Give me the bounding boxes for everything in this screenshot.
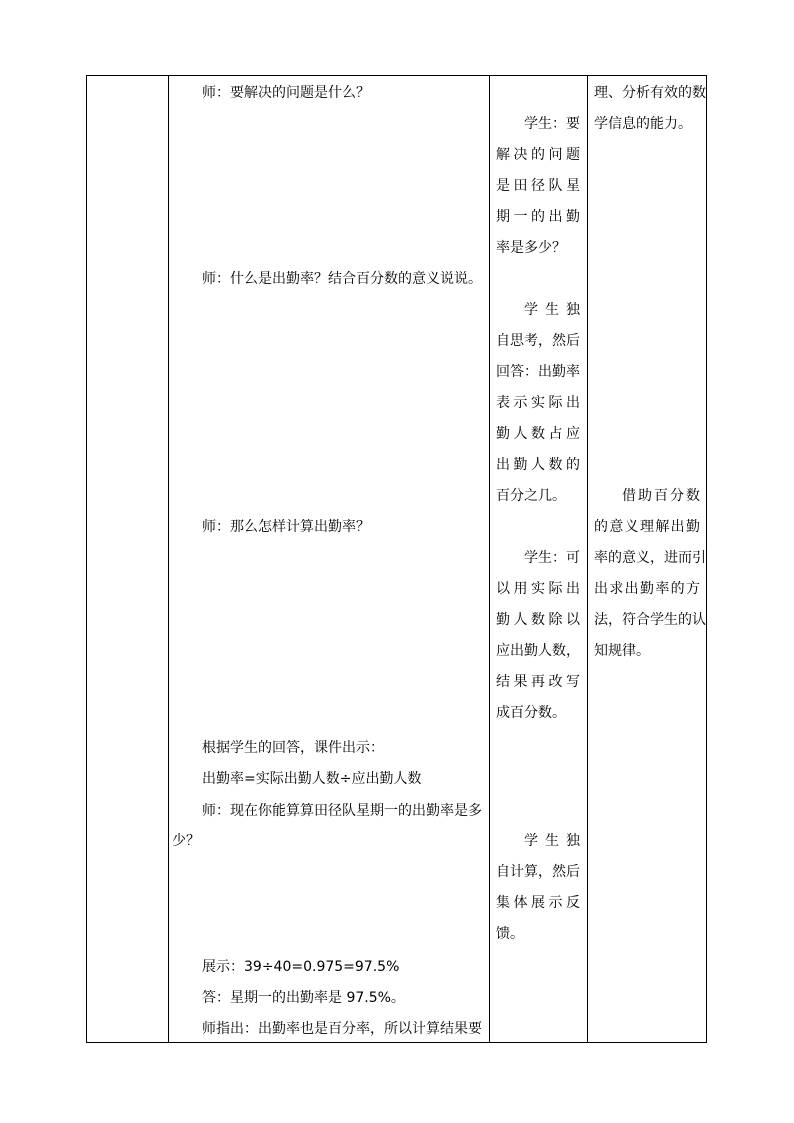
text-char: 出 [496,457,510,473]
text-char: 田 [513,178,528,194]
text-char: 用 [513,581,528,597]
text-char: 再 [531,674,545,690]
student-answer-2-line [496,419,580,450]
design-intent-line: 理、分析有效的数 [594,85,706,101]
teacher-question-4-cont: 少？ [172,833,200,849]
student-answer-2-line: 百分之几。 [496,488,566,504]
text-char: 勤 [639,581,654,597]
text-char: 分 [670,488,684,504]
show-calculation: 展示：39÷40=0.975=97.5% [202,959,400,975]
text-char: 的 [594,519,608,535]
text-char: 体 [513,895,528,911]
text-char: 的 [670,581,685,597]
text-char: 借 [622,488,636,504]
text-char: 独 [566,302,580,318]
text-char: 星 [566,178,580,194]
text-char: 实 [531,581,545,597]
student-answer-3-line: 应出勤人数， [496,643,580,659]
text-char: 可 [566,550,580,566]
text-char: 除 [548,612,563,628]
text-char: 实 [531,395,545,411]
student-answer-3-line [496,667,580,698]
column-divider [587,75,588,1043]
student-answer-3-line: 成百分数。 [496,705,566,721]
text-char: 出 [566,581,580,597]
text-char: 出 [594,581,608,597]
text-char: 勤 [566,209,580,225]
text-char: 问 [548,147,563,163]
text-char: 际 [548,581,563,597]
text-char: 示 [513,395,528,411]
student-answer-4-line [524,826,580,857]
text-char: 示 [548,895,563,911]
teacher-question-1: 师：要解决的问题是什么？ [202,85,370,101]
text-char: 人 [531,457,545,473]
text-char: 求 [609,581,624,597]
teacher-question-4: 师：现在你能算算田径队星期一的出勤率是多 [202,803,482,819]
text-char: 出 [566,395,580,411]
text-char: 数 [686,488,700,504]
text-char: 百 [654,488,668,504]
text-char: 的 [531,147,545,163]
column-divider [489,75,490,1043]
text-char: 数 [531,612,545,628]
text-char: 人 [513,612,528,628]
design-intent-line: 率的意义，进而引 [594,550,706,566]
text-char: 期 [496,209,510,225]
text-char: 生 [545,833,559,849]
student-answer-1-line [496,202,580,233]
text-char: 意 [609,519,624,535]
text-char: 解 [496,147,510,163]
student-answer-4-line [496,888,580,919]
text-char: 的 [566,457,580,473]
text-char: 学 [524,302,538,318]
text-char: 改 [548,674,563,690]
text-char: 勤 [496,426,510,442]
text-char: 生 [538,550,552,566]
courseware-intro: 根据学生的回答，课件出示： [202,740,384,756]
design-intent-line [594,512,700,543]
text-char: 勤 [513,457,528,473]
text-char: 结 [496,674,510,690]
text-char: 以 [566,612,580,628]
text-char: 勤 [685,519,700,535]
text-char: 学 [524,550,538,566]
text-char: 生 [545,302,559,318]
text-char: ： [552,116,566,132]
student-answer-1-line [496,171,580,202]
student-answer-4-line: 馈。 [496,926,524,942]
text-char: 题 [566,147,580,163]
student-answer-2-line: 回答：出勤率 [496,364,580,380]
text-char: 应 [566,426,580,442]
text-char: 勤 [496,612,510,628]
student-answer-2-line [496,450,580,481]
text-char: 独 [566,833,580,849]
text-char: 学 [524,833,538,849]
text-char: 人 [513,426,528,442]
text-char: 出 [624,581,639,597]
text-char: 表 [496,395,510,411]
student-answer-3-line [496,605,580,636]
text-char: ： [552,550,566,566]
student-answer-2-line [524,295,580,326]
design-intent-line: 知规律。 [594,643,650,659]
student-answer-1-line: 率是多少？ [496,240,566,256]
text-char: 队 [548,178,563,194]
design-intent-line [622,481,700,512]
text-char: 是 [496,178,510,194]
text-char: 径 [531,178,545,194]
text-char: 决 [513,147,528,163]
teacher-question-2: 师：什么是出勤率？结合百分数的意义说说。 [202,271,482,287]
design-intent-line [594,574,700,605]
text-char: 生 [538,116,552,132]
text-char: 一 [513,209,528,225]
teacher-point-out: 师指出：出勤率也是百分率，所以计算结果要 [202,1021,482,1037]
teacher-question-3: 师：那么怎样计算出勤率？ [202,519,370,535]
column-divider [168,75,169,1043]
formula-text: 出勤率=实际出勤人数÷应出勤人数 [202,771,422,787]
text-char: 以 [496,581,510,597]
text-char: 理 [639,519,654,535]
text-char: 展 [531,895,545,911]
student-answer-1-line [496,140,580,171]
text-char: 际 [548,395,563,411]
text-char: 的 [531,209,545,225]
text-char: 集 [496,895,510,911]
answer-text: 答：星期一的出勤率是 97.5%。 [202,990,405,1006]
design-intent-line: 法，符合学生的认 [594,612,706,628]
text-char: 数 [531,426,545,442]
design-intent-line: 学信息的能力。 [594,116,692,132]
student-answer-3-line [496,574,580,605]
student-answer-2-line: 自思考，然后 [496,333,580,349]
text-char: 占 [548,426,563,442]
text-char: 率 [655,581,670,597]
text-char: 反 [566,895,580,911]
text-char: 学 [524,116,538,132]
text-char: 助 [638,488,652,504]
text-char: 数 [548,457,563,473]
text-char: 出 [670,519,685,535]
text-char: 方 [685,581,700,597]
student-answer-4-line: 自计算，然后 [496,864,580,880]
text-char: 果 [513,674,528,690]
student-answer-1-line [524,109,580,140]
student-answer-2-line [496,388,580,419]
text-char: 要 [566,116,580,132]
text-char: 义 [624,519,639,535]
student-answer-3-line [524,543,580,574]
text-char: 出 [548,209,563,225]
text-char: 解 [655,519,670,535]
text-char: 写 [566,674,580,690]
